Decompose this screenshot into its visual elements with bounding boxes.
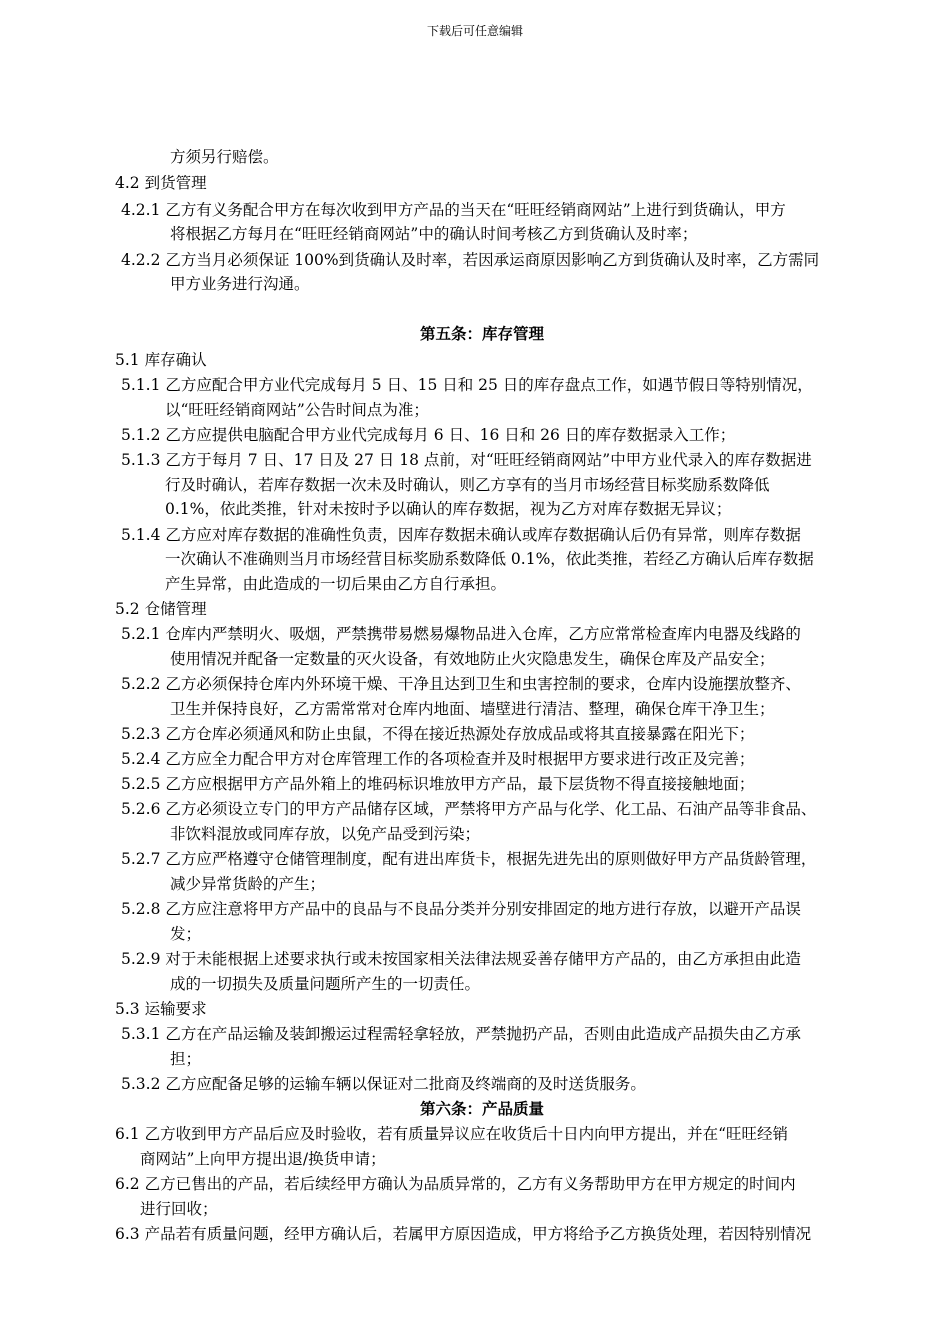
clause-line: 5.1.2 乙方应提供电脑配合甲方业代完成每月 6 日、16 日和 26 日的库存数据录入工作； xyxy=(121,426,736,444)
clause-line: 6.1 乙方收到甲方产品后应及时验收，若有质量异议应在收货后十日内向甲方提出，并在“旺旺经销 xyxy=(115,1125,789,1143)
clause-line: 5.2.1 仓库内严禁明火、吸烟，严禁携带易燃易爆物品进入仓库，乙方应常常检查库内电器及线路的 xyxy=(121,625,801,643)
text-line: 甲方业务进行沟通。 xyxy=(170,275,310,293)
text-line: 卫生并保持良好，乙方需常常对仓库内地面、墙壁进行清洁、整理，确保仓库干净卫生； xyxy=(170,700,775,718)
section-heading: 5.3 运输要求 xyxy=(115,1000,207,1018)
text-line: 行及时确认，若库存数据一次未及时确认，则乙方享有的当月市场经营目标奖励系数降低 xyxy=(165,476,770,494)
text-line: 产生异常，由此造成的一切后果由乙方自行承担。 xyxy=(165,575,507,593)
clause-line: 5.1.1 乙方应配合甲方业代完成每月 5 日、15 日和 25 日的库存盘点工作，如遇节假日等特别情况， xyxy=(121,376,813,394)
clause-line: 6.2 乙方已售出的产品，若后续经甲方确认为品质异常的，乙方有义务帮助甲方在甲方规定的时间内 xyxy=(115,1175,796,1193)
text-line: 以“旺旺经销商网站”公告时间点为准； xyxy=(165,401,429,419)
clause-line: 5.2.2 乙方必须保持仓库内外环境干燥、干净且达到卫生和虫害控制的要求，仓库内设施摆放整齐、 xyxy=(121,675,801,693)
text-line: 商网站”上向甲方提出退/换货申请； xyxy=(140,1150,386,1168)
clause-line: 5.1.3 乙方于每月 7 日、17 日及 27 日 18 点前，对“旺旺经销商网站”中甲方业代录入的库存数据进 xyxy=(121,451,812,469)
clause-line: 5.2.7 乙方应严格遵守仓储管理制度，配有进出库货卡，根据先进先出的原则做好甲方产品货龄管理， xyxy=(121,850,817,868)
clause-line: 5.2.9 对于未能根据上述要求执行或未按国家相关法律法规妥善存储甲方产品的，由乙方承担由此造 xyxy=(121,950,801,968)
clause-line: 5.2.5 乙方应根据甲方产品外箱上的堆码标识堆放甲方产品，最下层货物不得直接接触地面； xyxy=(121,775,755,793)
text-line: 将根据乙方每月在“旺旺经销商网站”中的确认时间考核乙方到货确认及时率； xyxy=(170,225,698,243)
clause-line: 5.2.6 乙方必须设立专门的甲方产品储存区域，严禁将甲方产品与化学、化工品、石油产品等非食品、 xyxy=(121,800,817,818)
text-line: 进行回收； xyxy=(140,1200,218,1218)
clause-line: 5.3.2 乙方应配备足够的运输车辆以保证对二批商及终端商的及时送货服务。 xyxy=(121,1075,646,1093)
page-header: 下载后可任意编辑 xyxy=(426,24,523,38)
text-line: 使用情况并配备一定数量的灭火设备，有效地防止火灾隐患发生，确保仓库及产品安全； xyxy=(170,650,775,668)
text-line: 成的一切损失及质量问题所产生的一切责任。 xyxy=(170,975,481,993)
section-heading: 5.2 仓储管理 xyxy=(115,600,207,618)
section-heading: 4.2 到货管理 xyxy=(115,174,207,192)
clause-line: 4.2.2 乙方当月必须保证 100%到货确认及时率，若因承运商原因影响乙方到货确认及时率，乙方需同 xyxy=(121,251,820,269)
clause-line: 5.1.4 乙方应对库存数据的准确性负责，因库存数据未确认或库存数据确认后仍有异常，则库存数据 xyxy=(121,526,801,544)
text-line: 发； xyxy=(170,925,202,943)
text-line: 一次确认不准确则当月市场经营目标奖励系数降低 0.1%，依此类推，若经乙方确认后库存数据 xyxy=(165,550,814,568)
text-line: 减少异常货龄的产生； xyxy=(170,875,326,893)
section-heading: 5.1 库存确认 xyxy=(115,351,207,369)
clause-line: 5.2.8 乙方应注意将甲方产品中的良品与不良品分类并分别安排固定的地方进行存放，以避开产品误 xyxy=(121,900,801,918)
clause-line: 4.2.1 乙方有义务配合甲方在每次收到甲方产品的当天在“旺旺经销商网站”上进行到货确认，甲方 xyxy=(121,201,786,219)
text-line: 非饮料混放或同库存放，以免产品受到污染； xyxy=(170,825,481,843)
clause-line: 5.3.1 乙方在产品运输及装卸搬运过程需轻拿轻放，严禁抛扔产品，否则由此造成产品损失由乙方承 xyxy=(121,1025,801,1043)
text-line: 方须另行赔偿。 xyxy=(170,148,279,166)
text-line: 担； xyxy=(170,1050,202,1068)
article-title: 第六条：产品质量 xyxy=(420,1099,545,1118)
clause-line: 5.2.4 乙方应全力配合甲方对仓库管理工作的各项检查并及时根据甲方要求进行改正及完善； xyxy=(121,750,755,768)
clause-line: 5.2.3 乙方仓库必须通风和防止虫鼠，不得在接近热源处存放成品或将其直接暴露在阳光下； xyxy=(121,725,755,743)
clause-line: 6.3 产品若有质量问题，经甲方确认后，若属甲方原因造成，甲方将给予乙方换货处理，若因特别情况 xyxy=(115,1225,812,1243)
text-line: 0.1%，依此类推，针对未按时予以确认的库存数据，视为乙方对库存数据无异议； xyxy=(165,500,732,518)
article-title: 第五条：库存管理 xyxy=(420,324,545,343)
